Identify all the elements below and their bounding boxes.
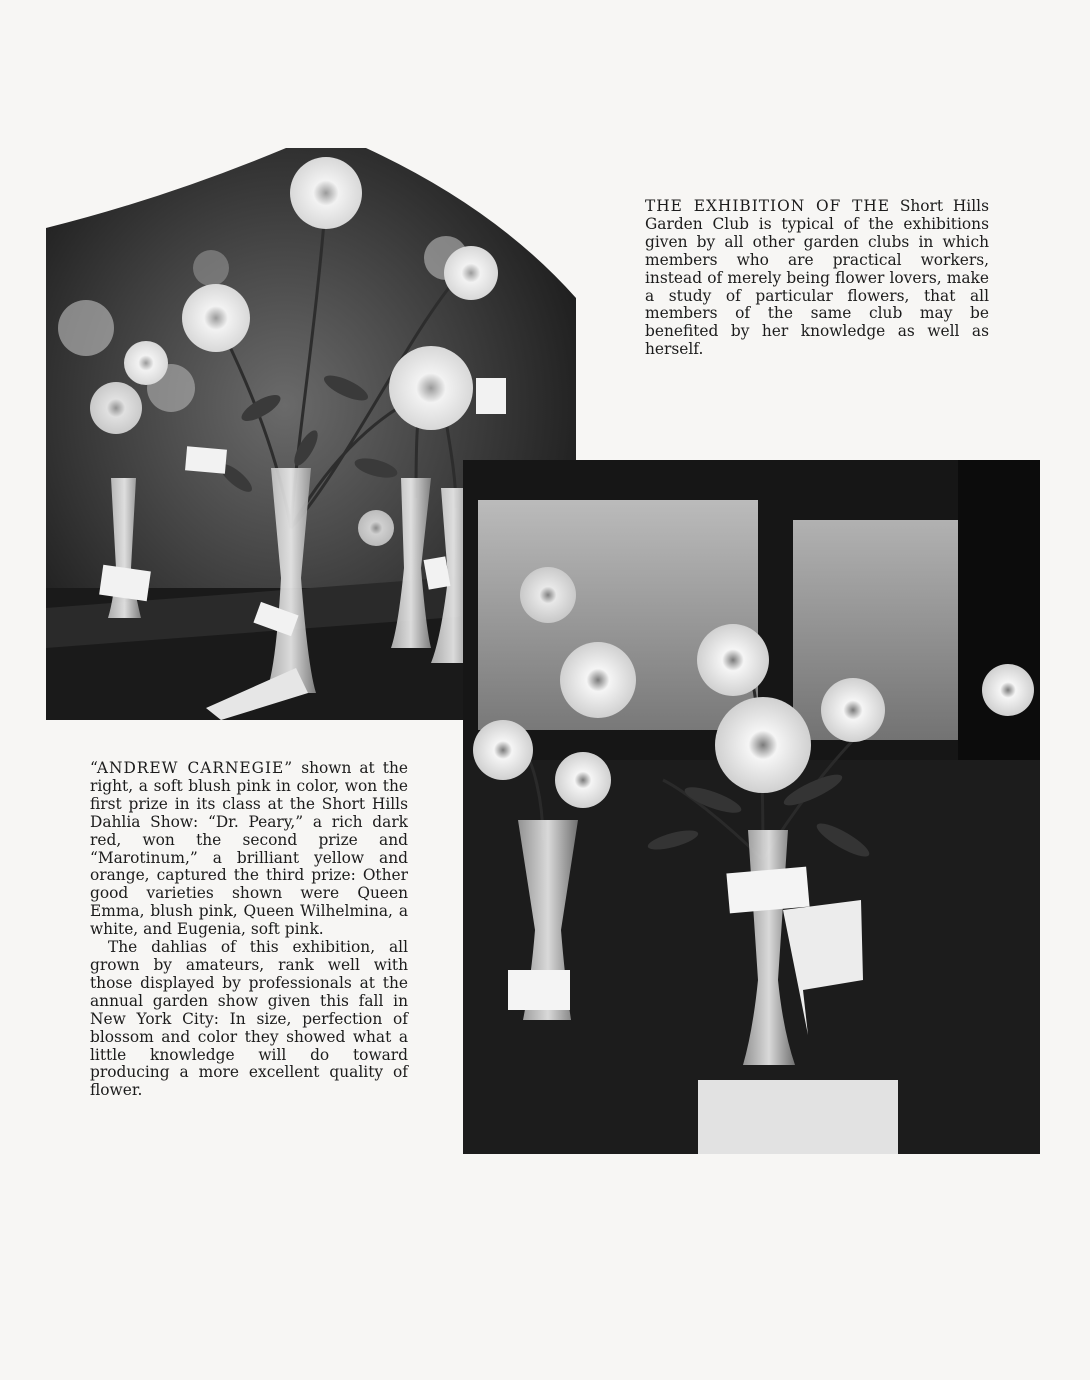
andrew-carnegie-photo — [463, 460, 1040, 1154]
caption-paragraph-1: shown at the right, a soft blush pink in color, won the first prize in its class at the Short Hills Dahlia Show: “Dr. Peary,” a rich dark red, won the second prize and “Marotinum,” a brilliant yellow and orange, captured the third prize: Other good varieties shown were Queen Emma, blush pink, Queen Wilhelmina, a white, and Eugenia, soft pink. — [90, 759, 408, 939]
caption-paragraph-2: The dahlias of this exhibition, all grown by amateurs, rank well with those displayed by professionals at the annual garden show given this fall in New York City: In size, perfection of blossom and color they showed what a little knowledge will do toward producing a more excellent quality of flower. — [90, 938, 408, 1100]
caption-andrew-carnegie — [90, 760, 408, 1100]
caption-exhibition — [645, 198, 989, 359]
photo-andrew-carnegie-dahlia-icon — [463, 460, 1040, 1154]
caption-body: Short Hills Garden Club is typical of the exhibitions given by all other garden clubs in which members who are practical workers, instead of merely being flower lovers, make a study of particular flowers, that all members of the same club may be benefited by her knowledge as well as herself. — [645, 197, 989, 359]
caption-lead: “ANDREW CARNEGIE” — [90, 759, 294, 777]
caption-lead: THE EXHIBITION OF THE — [645, 197, 891, 215]
